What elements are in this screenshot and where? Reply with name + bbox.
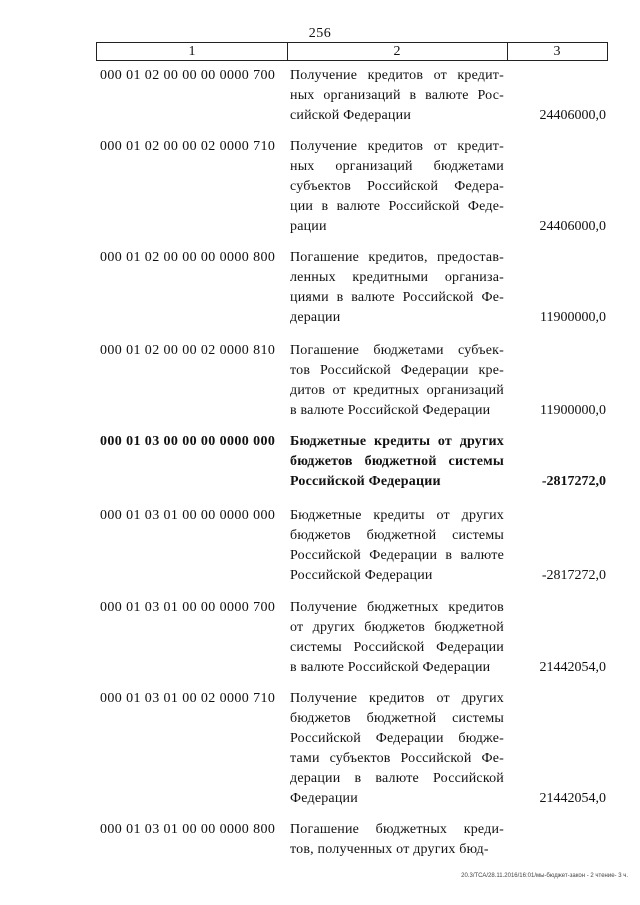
budget-code: 000 01 02 00 00 02 0000 810 <box>100 343 276 358</box>
description-line: тами субъектов Российской Фе- <box>290 751 504 766</box>
item-description <box>290 66 504 126</box>
table-header <box>96 42 608 61</box>
item-description <box>290 598 504 678</box>
description-line: ленных кредитными организа- <box>290 270 504 285</box>
amount-value: 21442054,0 <box>539 791 606 806</box>
description-line: Российской Федерации в валюте <box>290 548 504 563</box>
description-line: Бюджетные кредиты от других <box>290 434 504 449</box>
description-line: циями в валюте Российской Фе- <box>290 290 504 305</box>
description-line: субъектов Российской Федера- <box>290 179 504 194</box>
description-line: в валюте Российской Федерации <box>290 660 491 675</box>
document-footer-stamp: 20.3/ТСА/28.11.2016/16:01/мы-бюджет-закон - 2 чтение- 3 ч. <box>461 873 628 879</box>
description-line: ных организаций в валюте Рос- <box>290 88 504 103</box>
header-col-2: 2 <box>287 43 508 60</box>
description-line: Российской Федерации <box>290 474 441 489</box>
item-description <box>290 137 504 237</box>
description-line: Погашение кредитов, предостав- <box>290 250 504 265</box>
header-col-1: 1 <box>97 43 288 60</box>
budget-code: 000 01 03 01 00 02 0000 710 <box>100 691 276 706</box>
description-line: бюджетов бюджетной системы <box>290 528 504 543</box>
item-description <box>290 432 504 492</box>
budget-code: 000 01 03 01 00 00 0000 700 <box>100 600 276 615</box>
description-line: Получение бюджетных кредитов <box>290 600 504 615</box>
budget-code: 000 01 02 00 00 02 0000 710 <box>100 139 276 154</box>
item-description <box>290 341 504 421</box>
description-line: ных организаций бюджетами <box>290 159 504 174</box>
amount-value: 24406000,0 <box>539 108 606 123</box>
description-line: Российской Федерации бюдже- <box>290 731 504 746</box>
item-description <box>290 506 504 586</box>
description-line: Получение кредитов от кредит- <box>290 139 504 154</box>
budget-code: 000 01 03 01 00 00 0000 000 <box>100 508 276 523</box>
item-description <box>290 820 504 860</box>
budget-code: 000 01 02 00 00 00 0000 800 <box>100 250 276 265</box>
description-line: системы Российской Федерации <box>290 640 504 655</box>
amount-value: 21442054,0 <box>539 660 606 675</box>
amount-value: -2817272,0 <box>541 474 606 489</box>
description-line: Погашение бюджетных креди- <box>290 822 504 837</box>
description-line: дерации <box>290 310 341 325</box>
description-line: сийской Федерации <box>290 108 412 123</box>
description-line: дерации в валюте Российской <box>290 771 504 786</box>
description-line: бюджетов бюджетной системы <box>290 711 504 726</box>
description-line: тов Российской Федерации кре- <box>290 363 504 378</box>
description-line: рации <box>290 219 327 234</box>
header-col-3: 3 <box>553 44 561 59</box>
item-description <box>290 689 504 809</box>
description-line: тов, полученных от других бюд- <box>290 842 489 857</box>
description-line: в валюте Российской Федерации <box>290 403 491 418</box>
budget-code: 000 01 02 00 00 00 0000 700 <box>100 68 276 83</box>
description-line: Бюджетные кредиты от других <box>290 508 504 523</box>
amount-value: 11900000,0 <box>540 403 606 418</box>
description-line: бюджетов бюджетной системы <box>290 454 504 469</box>
amount-value: 11900000,0 <box>540 310 606 325</box>
page-number: 256 <box>308 26 332 41</box>
description-line: ции в валюте Российской Феде- <box>290 199 504 214</box>
description-line: от других бюджетов бюджетной <box>290 620 504 635</box>
budget-code: 000 01 03 00 00 00 0000 000 <box>100 434 276 449</box>
budget-code: 000 01 03 01 00 00 0000 800 <box>100 822 276 837</box>
description-line: Федерации <box>290 791 358 806</box>
description-line: Получение кредитов от кредит- <box>290 68 504 83</box>
amount-value: -2817272,0 <box>541 568 606 583</box>
amount-value: 24406000,0 <box>539 219 606 234</box>
description-line: дитов от кредитных организаций <box>290 383 504 398</box>
item-description <box>290 248 504 328</box>
description-line: Российской Федерации <box>290 568 433 583</box>
description-line: Погашение бюджетами субъек- <box>290 343 504 358</box>
description-line: Получение кредитов от других <box>290 691 504 706</box>
